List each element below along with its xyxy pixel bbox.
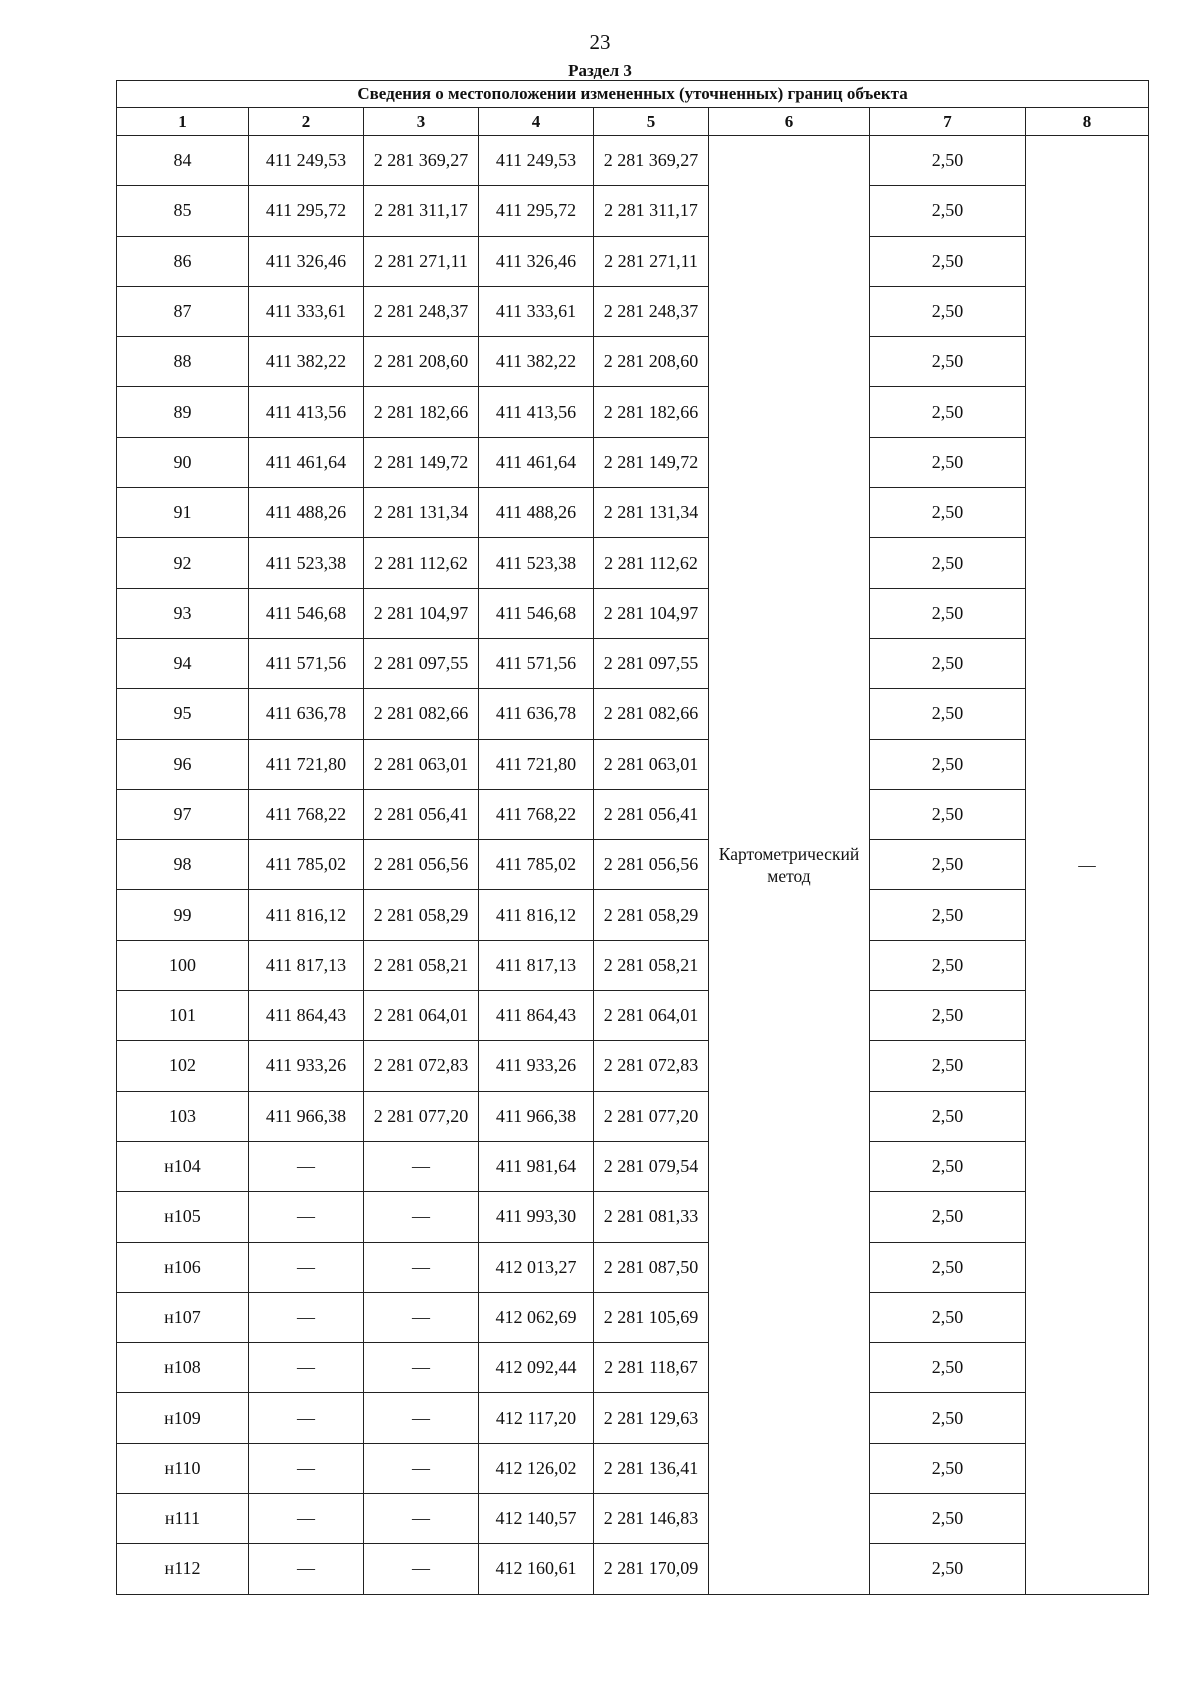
cell-y-new: 2 281 104,97 <box>594 588 709 638</box>
table-row <box>117 488 1149 538</box>
cell-y-new: 2 281 087,50 <box>594 1242 709 1292</box>
cell-x-old: — <box>249 1443 364 1493</box>
cell-accuracy: 2,50 <box>870 739 1026 789</box>
cell-y-old: — <box>364 1242 479 1292</box>
cell-x-old: — <box>249 1292 364 1342</box>
cell-x-old: 411 413,56 <box>249 387 364 437</box>
cell-point: н110 <box>117 1443 249 1493</box>
table-row <box>117 437 1149 487</box>
cell-x-new: 411 326,46 <box>479 236 594 286</box>
table-row <box>117 387 1149 437</box>
cell-x-old: 411 326,46 <box>249 236 364 286</box>
table-row <box>117 186 1149 236</box>
coordinates-table <box>116 80 1149 1595</box>
cell-x-new: 412 013,27 <box>479 1242 594 1292</box>
cell-y-old: 2 281 097,55 <box>364 638 479 688</box>
cell-x-old: 411 966,38 <box>249 1091 364 1141</box>
cell-point: 92 <box>117 538 249 588</box>
cell-x-new: 411 864,43 <box>479 991 594 1041</box>
cell-y-new: 2 281 058,21 <box>594 940 709 990</box>
cell-accuracy: 2,50 <box>870 689 1026 739</box>
cell-accuracy: 2,50 <box>870 1494 1026 1544</box>
cell-y-new: 2 281 064,01 <box>594 991 709 1041</box>
cell-x-old: — <box>249 1242 364 1292</box>
cell-x-old: 411 333,61 <box>249 286 364 336</box>
cell-point: н112 <box>117 1544 249 1594</box>
cell-accuracy: 2,50 <box>870 588 1026 638</box>
cell-x-new: 412 062,69 <box>479 1292 594 1342</box>
cell-accuracy: 2,50 <box>870 1343 1026 1393</box>
cell-x-new: 411 333,61 <box>479 286 594 336</box>
cell-x-new: 412 160,61 <box>479 1544 594 1594</box>
cell-point: 103 <box>117 1091 249 1141</box>
cell-x-new: 411 721,80 <box>479 739 594 789</box>
cell-y-new: 2 281 077,20 <box>594 1091 709 1141</box>
method-cell: Картометрический метод <box>709 136 870 1595</box>
cell-y-old: — <box>364 1443 479 1493</box>
table-row <box>117 1494 1149 1544</box>
cell-accuracy: 2,50 <box>870 991 1026 1041</box>
cell-accuracy: 2,50 <box>870 1091 1026 1141</box>
cell-y-old: 2 281 149,72 <box>364 437 479 487</box>
cell-y-old: 2 281 271,11 <box>364 236 479 286</box>
cell-x-new: 411 523,38 <box>479 538 594 588</box>
cell-accuracy: 2,50 <box>870 437 1026 487</box>
cell-y-old: 2 281 131,34 <box>364 488 479 538</box>
cell-x-new: 412 092,44 <box>479 1343 594 1393</box>
cell-point: 101 <box>117 991 249 1041</box>
cell-point: н104 <box>117 1141 249 1191</box>
cell-point: н107 <box>117 1292 249 1342</box>
cell-y-old: 2 281 064,01 <box>364 991 479 1041</box>
cell-y-old: 2 281 072,83 <box>364 1041 479 1091</box>
cell-point: н106 <box>117 1242 249 1292</box>
cell-x-old: 411 461,64 <box>249 437 364 487</box>
table-row <box>117 136 1149 186</box>
cell-y-new: 2 281 271,11 <box>594 236 709 286</box>
table-row <box>117 1141 1149 1191</box>
cell-x-new: 411 981,64 <box>479 1141 594 1191</box>
cell-accuracy: 2,50 <box>870 789 1026 839</box>
cell-x-old: 411 816,12 <box>249 890 364 940</box>
table-row <box>117 538 1149 588</box>
column-number: 3 <box>364 108 479 136</box>
table-row <box>117 1292 1149 1342</box>
cell-y-new: 2 281 146,83 <box>594 1494 709 1544</box>
cell-accuracy: 2,50 <box>870 236 1026 286</box>
cell-y-new: 2 281 072,83 <box>594 1041 709 1091</box>
cell-y-old: — <box>364 1494 479 1544</box>
table-row <box>117 1544 1149 1594</box>
column-number: 2 <box>249 108 364 136</box>
cell-accuracy: 2,50 <box>870 840 1026 890</box>
cell-point: 84 <box>117 136 249 186</box>
cell-x-old: 411 817,13 <box>249 940 364 990</box>
table-row <box>117 840 1149 890</box>
table-caption: Сведения о местоположении измененных (уточненных) границ объекта <box>117 81 1149 108</box>
cell-x-new: 411 636,78 <box>479 689 594 739</box>
column8-cell: — <box>1026 136 1149 1595</box>
cell-y-old: 2 281 058,29 <box>364 890 479 940</box>
cell-x-new: 411 413,56 <box>479 387 594 437</box>
cell-point: 97 <box>117 789 249 839</box>
cell-x-new: 411 816,12 <box>479 890 594 940</box>
cell-y-old: 2 281 311,17 <box>364 186 479 236</box>
cell-y-old: 2 281 104,97 <box>364 588 479 638</box>
cell-y-old: 2 281 082,66 <box>364 689 479 739</box>
cell-x-new: 411 546,68 <box>479 588 594 638</box>
column-number: 6 <box>709 108 870 136</box>
cell-y-new: 2 281 063,01 <box>594 739 709 789</box>
cell-y-new: 2 281 058,29 <box>594 890 709 940</box>
cell-accuracy: 2,50 <box>870 940 1026 990</box>
cell-accuracy: 2,50 <box>870 1192 1026 1242</box>
cell-x-old: 411 785,02 <box>249 840 364 890</box>
cell-y-new: 2 281 081,33 <box>594 1192 709 1242</box>
cell-accuracy: 2,50 <box>870 1141 1026 1191</box>
cell-y-new: 2 281 056,41 <box>594 789 709 839</box>
table-row <box>117 1242 1149 1292</box>
table-row <box>117 890 1149 940</box>
cell-accuracy: 2,50 <box>870 638 1026 688</box>
cell-point: 93 <box>117 588 249 638</box>
cell-y-old: 2 281 056,41 <box>364 789 479 839</box>
cell-x-new: 412 126,02 <box>479 1443 594 1493</box>
table-row <box>117 236 1149 286</box>
cell-x-old: — <box>249 1393 364 1443</box>
cell-accuracy: 2,50 <box>870 1242 1026 1292</box>
table-row <box>117 1192 1149 1242</box>
cell-x-old: 411 546,68 <box>249 588 364 638</box>
cell-point: н109 <box>117 1393 249 1443</box>
cell-point: 99 <box>117 890 249 940</box>
cell-accuracy: 2,50 <box>870 286 1026 336</box>
cell-point: 86 <box>117 236 249 286</box>
table-row <box>117 638 1149 688</box>
cell-y-old: — <box>364 1393 479 1443</box>
table-row <box>117 1041 1149 1091</box>
cell-point: 96 <box>117 739 249 789</box>
column-number: 7 <box>870 108 1026 136</box>
cell-point: н111 <box>117 1494 249 1544</box>
cell-x-new: 412 117,20 <box>479 1393 594 1443</box>
cell-x-new: 411 249,53 <box>479 136 594 186</box>
cell-y-old: 2 281 208,60 <box>364 337 479 387</box>
cell-point: 91 <box>117 488 249 538</box>
cell-accuracy: 2,50 <box>870 538 1026 588</box>
table-row <box>117 689 1149 739</box>
cell-point: 102 <box>117 1041 249 1091</box>
cell-accuracy: 2,50 <box>870 186 1026 236</box>
table-row <box>117 991 1149 1041</box>
cell-y-new: 2 281 079,54 <box>594 1141 709 1191</box>
cell-x-new: 411 461,64 <box>479 437 594 487</box>
cell-y-new: 2 281 105,69 <box>594 1292 709 1342</box>
cell-point: 90 <box>117 437 249 487</box>
table-body <box>117 136 1149 1595</box>
table-row <box>117 1393 1149 1443</box>
cell-point: 89 <box>117 387 249 437</box>
cell-x-old: 411 721,80 <box>249 739 364 789</box>
cell-x-old: 411 382,22 <box>249 337 364 387</box>
cell-x-old: 411 933,26 <box>249 1041 364 1091</box>
cell-x-old: 411 768,22 <box>249 789 364 839</box>
cell-y-new: 2 281 129,63 <box>594 1393 709 1443</box>
cell-x-new: 411 571,56 <box>479 638 594 688</box>
column-number: 8 <box>1026 108 1149 136</box>
table-row <box>117 337 1149 387</box>
cell-x-new: 411 933,26 <box>479 1041 594 1091</box>
cell-y-old: 2 281 058,21 <box>364 940 479 990</box>
cell-point: н108 <box>117 1343 249 1393</box>
cell-x-old: — <box>249 1192 364 1242</box>
column-number: 1 <box>117 108 249 136</box>
cell-x-old: 411 571,56 <box>249 638 364 688</box>
cell-accuracy: 2,50 <box>870 387 1026 437</box>
cell-y-new: 2 281 136,41 <box>594 1443 709 1493</box>
cell-y-new: 2 281 082,66 <box>594 689 709 739</box>
cell-y-old: — <box>364 1292 479 1342</box>
cell-x-old: — <box>249 1544 364 1594</box>
cell-x-new: 411 768,22 <box>479 789 594 839</box>
cell-x-old: 411 295,72 <box>249 186 364 236</box>
cell-x-old: 411 523,38 <box>249 538 364 588</box>
cell-y-old: 2 281 112,62 <box>364 538 479 588</box>
cell-y-old: — <box>364 1544 479 1594</box>
cell-y-new: 2 281 112,62 <box>594 538 709 588</box>
cell-y-old: — <box>364 1343 479 1393</box>
table-row <box>117 940 1149 990</box>
cell-y-new: 2 281 149,72 <box>594 437 709 487</box>
cell-x-old: — <box>249 1141 364 1191</box>
cell-x-new: 412 140,57 <box>479 1494 594 1544</box>
cell-x-new: 411 993,30 <box>479 1192 594 1242</box>
cell-y-old: — <box>364 1192 479 1242</box>
cell-y-new: 2 281 118,67 <box>594 1343 709 1393</box>
cell-x-old: — <box>249 1343 364 1393</box>
section-title: Раздел 3 <box>568 61 632 80</box>
cell-x-old: 411 249,53 <box>249 136 364 186</box>
table-row <box>117 789 1149 839</box>
cell-point: 88 <box>117 337 249 387</box>
cell-point: 100 <box>117 940 249 990</box>
cell-x-new: 411 295,72 <box>479 186 594 236</box>
cell-x-new: 411 785,02 <box>479 840 594 890</box>
cell-accuracy: 2,50 <box>870 1544 1026 1594</box>
cell-accuracy: 2,50 <box>870 1041 1026 1091</box>
column-number: 5 <box>594 108 709 136</box>
cell-y-new: 2 281 248,37 <box>594 286 709 336</box>
column-number: 4 <box>479 108 594 136</box>
cell-x-new: 411 488,26 <box>479 488 594 538</box>
cell-y-new: 2 281 131,34 <box>594 488 709 538</box>
cell-x-old: 411 636,78 <box>249 689 364 739</box>
cell-point: 87 <box>117 286 249 336</box>
cell-accuracy: 2,50 <box>870 890 1026 940</box>
cell-point: 98 <box>117 840 249 890</box>
cell-accuracy: 2,50 <box>870 1443 1026 1493</box>
cell-y-new: 2 281 369,27 <box>594 136 709 186</box>
table-row <box>117 286 1149 336</box>
cell-y-old: 2 281 056,56 <box>364 840 479 890</box>
cell-y-new: 2 281 208,60 <box>594 337 709 387</box>
table-row <box>117 588 1149 638</box>
cell-y-new: 2 281 182,66 <box>594 387 709 437</box>
cell-accuracy: 2,50 <box>870 488 1026 538</box>
cell-accuracy: 2,50 <box>870 1292 1026 1342</box>
cell-x-new: 411 966,38 <box>479 1091 594 1141</box>
cell-y-old: 2 281 077,20 <box>364 1091 479 1141</box>
cell-y-old: 2 281 369,27 <box>364 136 479 186</box>
cell-y-new: 2 281 170,09 <box>594 1544 709 1594</box>
cell-point: 94 <box>117 638 249 688</box>
cell-accuracy: 2,50 <box>870 337 1026 387</box>
cell-point: 95 <box>117 689 249 739</box>
cell-y-new: 2 281 311,17 <box>594 186 709 236</box>
cell-point: н105 <box>117 1192 249 1242</box>
cell-point: 85 <box>117 186 249 236</box>
cell-x-old: — <box>249 1494 364 1544</box>
cell-y-old: — <box>364 1141 479 1191</box>
cell-x-old: 411 488,26 <box>249 488 364 538</box>
table-row <box>117 1343 1149 1393</box>
table-row <box>117 1443 1149 1493</box>
cell-accuracy: 2,50 <box>870 1393 1026 1443</box>
cell-y-new: 2 281 056,56 <box>594 840 709 890</box>
cell-x-new: 411 382,22 <box>479 337 594 387</box>
cell-y-old: 2 281 063,01 <box>364 739 479 789</box>
cell-y-old: 2 281 182,66 <box>364 387 479 437</box>
page-number: 23 <box>589 30 611 54</box>
table-row <box>117 739 1149 789</box>
cell-x-new: 411 817,13 <box>479 940 594 990</box>
cell-y-old: 2 281 248,37 <box>364 286 479 336</box>
cell-x-old: 411 864,43 <box>249 991 364 1041</box>
table-row <box>117 1091 1149 1141</box>
cell-y-new: 2 281 097,55 <box>594 638 709 688</box>
cell-accuracy: 2,50 <box>870 136 1026 186</box>
